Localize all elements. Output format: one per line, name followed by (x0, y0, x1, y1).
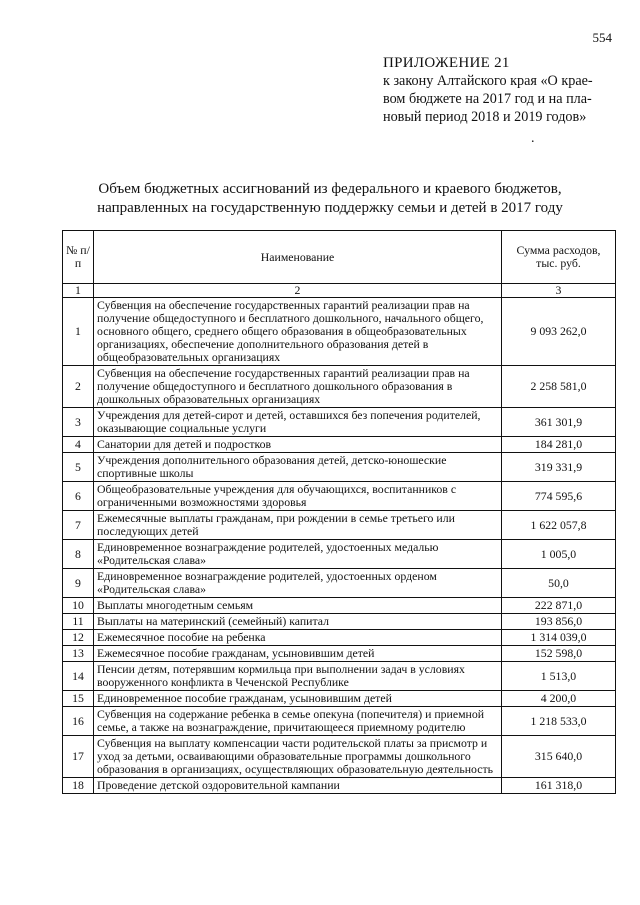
row-number: 18 (63, 778, 94, 794)
appendix-title: ПРИЛОЖЕНИЕ 21 (383, 55, 510, 71)
row-name: Пенсии детям, потерявшим кормильца при выполнении задач в условиях вооруженного конфликта в Чеченской Республике (94, 662, 502, 691)
row-sum: 319 331,9 (502, 453, 616, 482)
row-number: 16 (63, 707, 94, 736)
header-no: № п/п (63, 231, 94, 284)
appendix-block (383, 54, 623, 126)
table-row (63, 614, 616, 630)
row-sum: 193 856,0 (502, 614, 616, 630)
row-sum: 184 281,0 (502, 437, 616, 453)
row-number: 12 (63, 630, 94, 646)
row-name: Единовременное вознаграждение родителей, удостоенных орденом «Родительская слава» (94, 569, 502, 598)
appendix-line: вом бюджете на 2017 год и на пла- (383, 91, 592, 107)
row-number: 10 (63, 598, 94, 614)
page-number: 554 (592, 30, 612, 45)
row-sum: 315 640,0 (502, 736, 616, 778)
table-row (63, 778, 616, 794)
row-sum: 1 513,0 (502, 662, 616, 691)
row-sum: 1 622 057,8 (502, 511, 616, 540)
row-sum: 4 200,0 (502, 691, 616, 707)
row-number: 6 (63, 482, 94, 511)
table-row (63, 366, 616, 408)
row-name: Выплаты на материнский (семейный) капитал (94, 614, 502, 630)
row-sum: 1 005,0 (502, 540, 616, 569)
row-sum: 161 318,0 (502, 778, 616, 794)
appendix-line: новый период 2018 и 2019 годов» (383, 109, 587, 125)
row-sum: 9 093 262,0 (502, 298, 616, 366)
table-row (63, 482, 616, 511)
document-title: Объем бюджетных ассигнований из федерального и краевого бюджетов, направленных на государственную поддержку семьи и детей в 2017 году (97, 181, 563, 216)
row-number: 9 (63, 569, 94, 598)
table-row (63, 453, 616, 482)
row-number: 1 (63, 298, 94, 366)
row-name: Ежемесячное пособие гражданам, усыновившим детей (94, 646, 502, 662)
row-name: Субвенция на обеспечение государственных гарантий реализации прав на получение общедоступного и бесплатного дошкольного образования в дошкольных образовательных организациях (94, 366, 502, 408)
row-number: 14 (63, 662, 94, 691)
row-number: 15 (63, 691, 94, 707)
row-number: 4 (63, 437, 94, 453)
row-name: Единовременное пособие гражданам, усыновившим детей (94, 691, 502, 707)
table-row (63, 662, 616, 691)
row-sum: 361 301,9 (502, 408, 616, 437)
row-sum: 152 598,0 (502, 646, 616, 662)
table-row (63, 511, 616, 540)
table-row (63, 540, 616, 569)
row-number: 7 (63, 511, 94, 540)
row-number: 5 (63, 453, 94, 482)
row-sum: 222 871,0 (502, 598, 616, 614)
row-name: Единовременное вознаграждение родителей, удостоенных медалью «Родительская слава» (94, 540, 502, 569)
row-name: Субвенция на выплату компенсации части родительской платы за присмотр и уход за детьми, осваивающими образовательные программы дошкольного образования в организациях, осуществляющих образовательную деятельность (94, 736, 502, 778)
row-number: 8 (63, 540, 94, 569)
table-row (63, 408, 616, 437)
header-sum: Сумма расходов, тыс. руб. (502, 231, 616, 284)
row-sum: 1 218 533,0 (502, 707, 616, 736)
row-name: Ежемесячное пособие на ребенка (94, 630, 502, 646)
table-row (63, 707, 616, 736)
column-number: 1 (63, 284, 94, 298)
table-row (63, 630, 616, 646)
table-row (63, 691, 616, 707)
row-sum: 1 314 039,0 (502, 630, 616, 646)
row-sum: 50,0 (502, 569, 616, 598)
row-name: Выплаты многодетным семьям (94, 598, 502, 614)
row-number: 17 (63, 736, 94, 778)
row-number: 13 (63, 646, 94, 662)
row-name: Санатории для детей и подростков (94, 437, 502, 453)
column-number: 3 (502, 284, 616, 298)
table-row (63, 646, 616, 662)
budget-table (62, 230, 616, 794)
row-name: Субвенция на обеспечение государственных гарантий реализации прав на получение общедоступного и бесплатного дошкольного, начального общего, основного общего, среднего общего образования в общеобразовательных организациях, обеспечение дополнительного образования детей в общеобразовательных организациях (94, 298, 502, 366)
row-name: Субвенция на содержание ребенка в семье опекуна (попечителя) и приемной семье, а также на вознаграждение, причитающееся приемному родителю (94, 707, 502, 736)
table-row (63, 437, 616, 453)
column-number: 2 (94, 284, 502, 298)
row-name: Общеобразовательные учреждения для обучающихся, воспитанников с ограниченными возможностями здоровья (94, 482, 502, 511)
table-row (63, 736, 616, 778)
row-name: Учреждения для детей-сирот и детей, оставшихся без попечения родителей, оказывающие социальные услуги (94, 408, 502, 437)
row-name: Ежемесячные выплаты гражданам, при рождении в семье третьего или последующих детей (94, 511, 502, 540)
appendix-line: к закону Алтайского края «О крае- (383, 73, 593, 89)
row-sum: 774 595,6 (502, 482, 616, 511)
table-row (63, 298, 616, 366)
header-name: Наименование (94, 231, 502, 284)
table-row (63, 569, 616, 598)
stray-dot: . (531, 131, 535, 146)
row-sum: 2 258 581,0 (502, 366, 616, 408)
row-number: 11 (63, 614, 94, 630)
table-row (63, 598, 616, 614)
row-name: Учреждения дополнительного образования детей, детско-юношеские спортивные школы (94, 453, 502, 482)
row-name: Проведение детской оздоровительной кампании (94, 778, 502, 794)
row-number: 3 (63, 408, 94, 437)
row-number: 2 (63, 366, 94, 408)
